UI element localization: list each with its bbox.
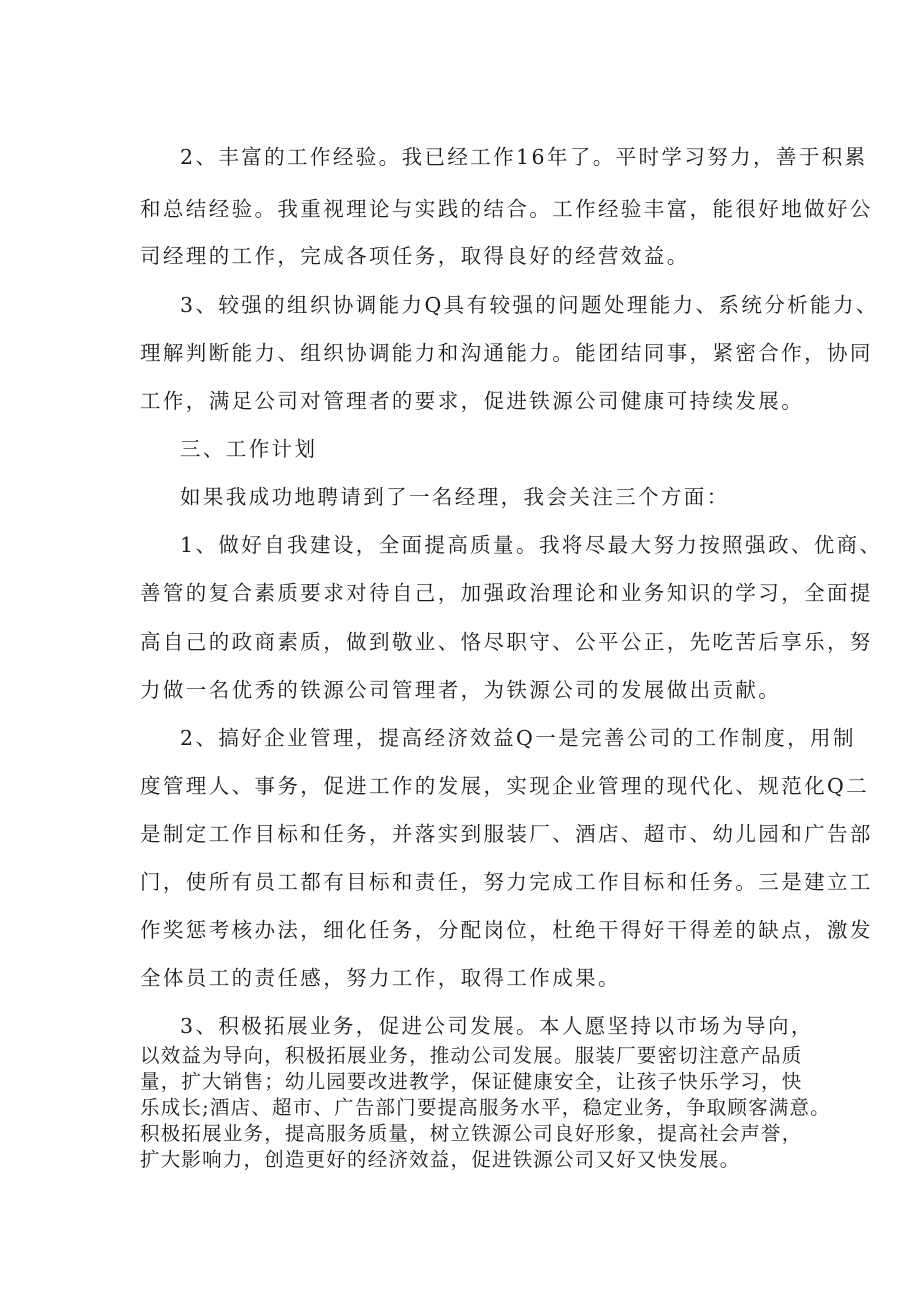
text-line: 和总结经验。我重视理论与实践的结合。工作经验丰富，能很好地做好公 — [140, 197, 873, 221]
text-line: 如果我成功地聘请到了一名经理，我会关注三个方面： — [180, 485, 730, 509]
text-line: 是制定工作目标和任务，并落实到服装厂、酒店、超市、幼儿园和广告部 — [140, 822, 873, 846]
text-line: 司经理的工作，完成各项任务，取得良好的经营效益。 — [140, 244, 690, 268]
text-line: 3、较强的组织协调能力Q具有较强的问题处理能力、系统分析能力、 — [180, 293, 879, 317]
section-heading: 三、工作计划 — [180, 437, 318, 461]
text-line: 力做一名优秀的铁源公司管理者，为铁源公司的发展做出贡献。 — [140, 678, 782, 702]
text-line: 门，使所有员工都有目标和责任，努力完成工作目标和任务。三是建立工 — [140, 870, 873, 894]
text-line: 工作，满足公司对管理者的要求，促进铁源公司健康可持续发展。 — [140, 389, 805, 413]
text-line: 度管理人、事务，促进工作的发展，实现企业管理的现代化、规范化Q二 — [140, 774, 870, 798]
text-line: 2、丰富的工作经验。我已经工作16年了。平时学习努力，善于积累 — [180, 145, 868, 169]
text-line: 乐成长;酒店、超市、广告部门要提高服务水平，稳定业务，争取顾客满意。 — [140, 1096, 831, 1119]
text-line: 积极拓展业务，提高服务质量，树立铁源公司良好形象，提高社会声誉， — [140, 1122, 803, 1145]
text-line: 1、做好自我建设，全面提高质量。我将尽最大努力按照强政、优商、 — [180, 533, 883, 557]
text-line: 扩大影响力，创造更好的经济效益，促进铁源公司又好又快发展。 — [140, 1148, 741, 1171]
text-line: 作奖惩考核办法，细化任务，分配岗位，杜绝干得好干得差的缺点，激发 — [140, 918, 873, 942]
text-line: 理解判断能力、组织协调能力和沟通能力。能团结同事，紧密合作，协同 — [140, 341, 873, 365]
text-line: 量，扩大销售；幼儿园要改进教学，保证健康安全，让孩子快乐学习，快 — [140, 1070, 803, 1093]
text-line: 全体员工的责任感，努力工作，取得工作成果。 — [140, 966, 621, 990]
text-line: 善管的复合素质要求对待自己，加强政治理论和业务知识的学习，全面提 — [140, 581, 873, 605]
text-line: 以效益为导向，积极拓展业务，推动公司发展。服装厂要密切注意产品质 — [140, 1044, 803, 1067]
text-line: 3、积极拓展业务，促进公司发展。本人愿坚持以市场为导向， — [180, 1014, 814, 1038]
text-line: 高自己的政商素质，做到敬业、恪尽职守、公平公正，先吃苦后享乐，努 — [140, 630, 873, 654]
text-line: 2、搞好企业管理，提高经济效益Q一是完善公司的工作制度，用制 — [180, 726, 856, 750]
